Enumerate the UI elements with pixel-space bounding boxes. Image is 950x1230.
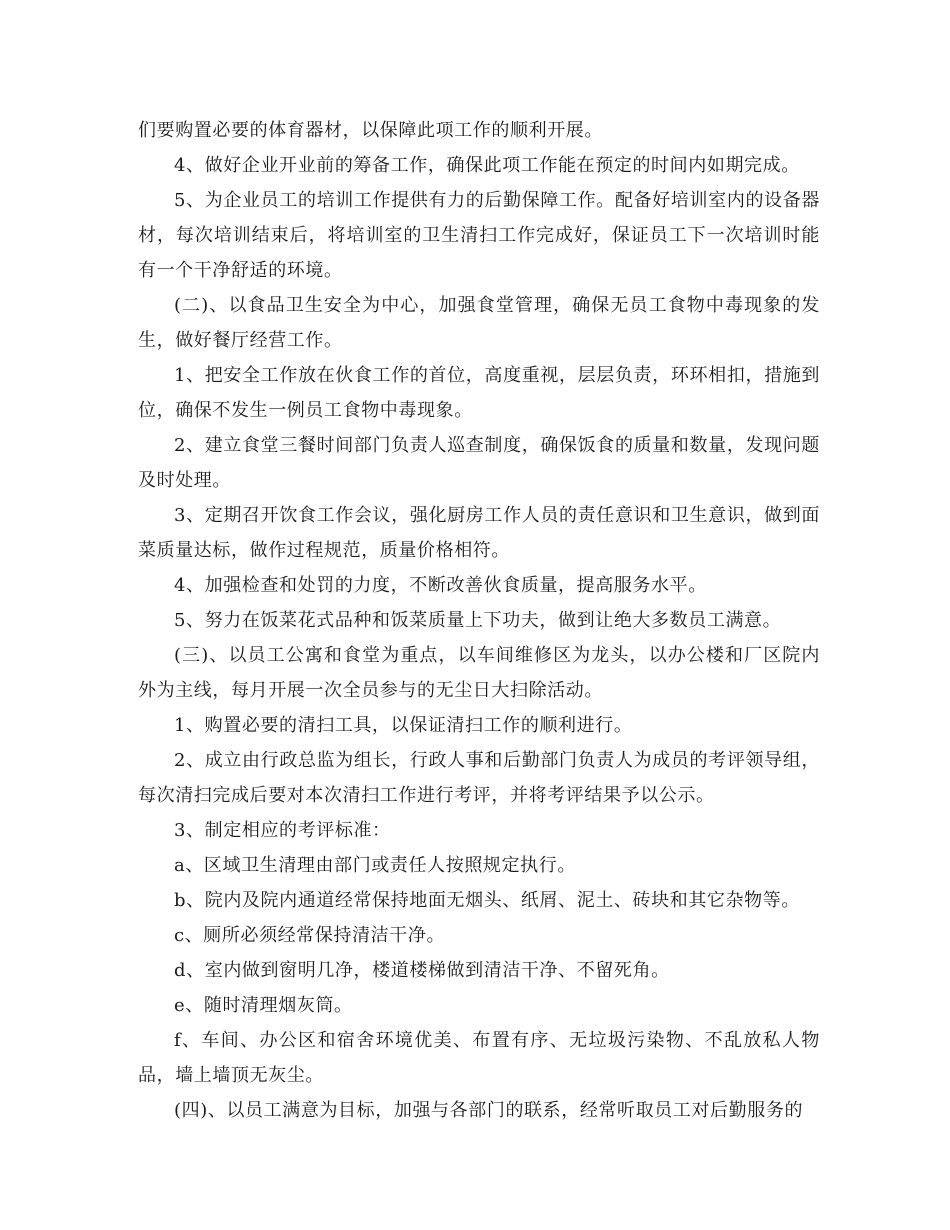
paragraph: 1、购置必要的清扫工具，以保证清扫工作的顺利进行。 xyxy=(174,715,633,736)
paragraph: 2、成立由行政总监为组长，行政人事和后勤部门负责人为成员的考评领导组，每次清扫完成后要对本次清扫工作进行考评，并将考评结果予以公示。 xyxy=(138,750,820,806)
paragraph: 2、建立食堂三餐时间部门负责人巡查制度，确保饭食的质量和数量，发现问题及时处理。 xyxy=(138,435,820,491)
paragraph: 3、制定相应的考评标准： xyxy=(174,820,391,841)
list-item: a、区域卫生清理由部门或责任人按照规定执行。 xyxy=(174,855,576,876)
paragraph: 5、为企业员工的培训工作提供有力的后勤保障工作。配备好培训室内的设备器材，每次培训结束后，将培训室的卫生清扫工作完成好，保证员工下一次培训时能有一个干净舒适的环境。 xyxy=(138,190,820,281)
paragraph: 5、努力在饭菜花式品种和饭菜质量上下功夫，做到让绝大多数员工满意。 xyxy=(174,610,782,631)
list-item: b、院内及院内通道经常保持地面无烟头、纸屑、泥土、砖块和其它杂物等。 xyxy=(174,890,800,911)
paragraph: 4、做好企业开业前的筹备工作，确保此项工作能在预定的时间内如期完成。 xyxy=(174,155,800,176)
paragraph: 4、加强检查和处罚的力度，不断改善伙食质量，提高服务水平。 xyxy=(174,575,707,596)
paragraph: 3、定期召开饮食工作会议，强化厨房工作人员的责任意识和卫生意识，做到面菜质量达标，做作过程规范，质量价格相符。 xyxy=(138,505,820,561)
section-heading-2: (二)、以食品卫生安全为中心，加强食堂管理，确保无员工食物中毒现象的发生，做好餐厅经营工作。 xyxy=(138,295,820,351)
list-item: c、厕所必须经常保持清洁干净。 xyxy=(174,925,446,946)
list-item: d、室内做到窗明几净，楼道楼梯做到清洁干净、不留死角。 xyxy=(174,960,670,981)
paragraph-continuation: 们要购置必要的体育器材，以保障此项工作的顺利开展。 xyxy=(138,120,603,141)
list-item: e、随时清理烟灰筒。 xyxy=(174,995,353,1016)
paragraph: 1、把安全工作放在伙食工作的首位，高度重视，层层负责，环环相扣，措施到位，确保不发生一例员工食物中毒现象。 xyxy=(138,365,820,421)
section-heading-3: (三)、以员工公寓和食堂为重点，以车间维修区为龙头，以办公楼和厂区院内外为主线，每月开展一次全员参与的无尘日大扫除活动。 xyxy=(138,645,820,701)
section-heading-4: (四)、以员工满意为目标，加强与各部门的联系，经常听取员工对后勤服务的 xyxy=(174,1100,804,1121)
list-item: f、车间、办公区和宿舍环境优美、布置有序、无垃圾污染物、不乱放私人物品，墙上墙顶无灰尘。 xyxy=(138,1030,820,1086)
